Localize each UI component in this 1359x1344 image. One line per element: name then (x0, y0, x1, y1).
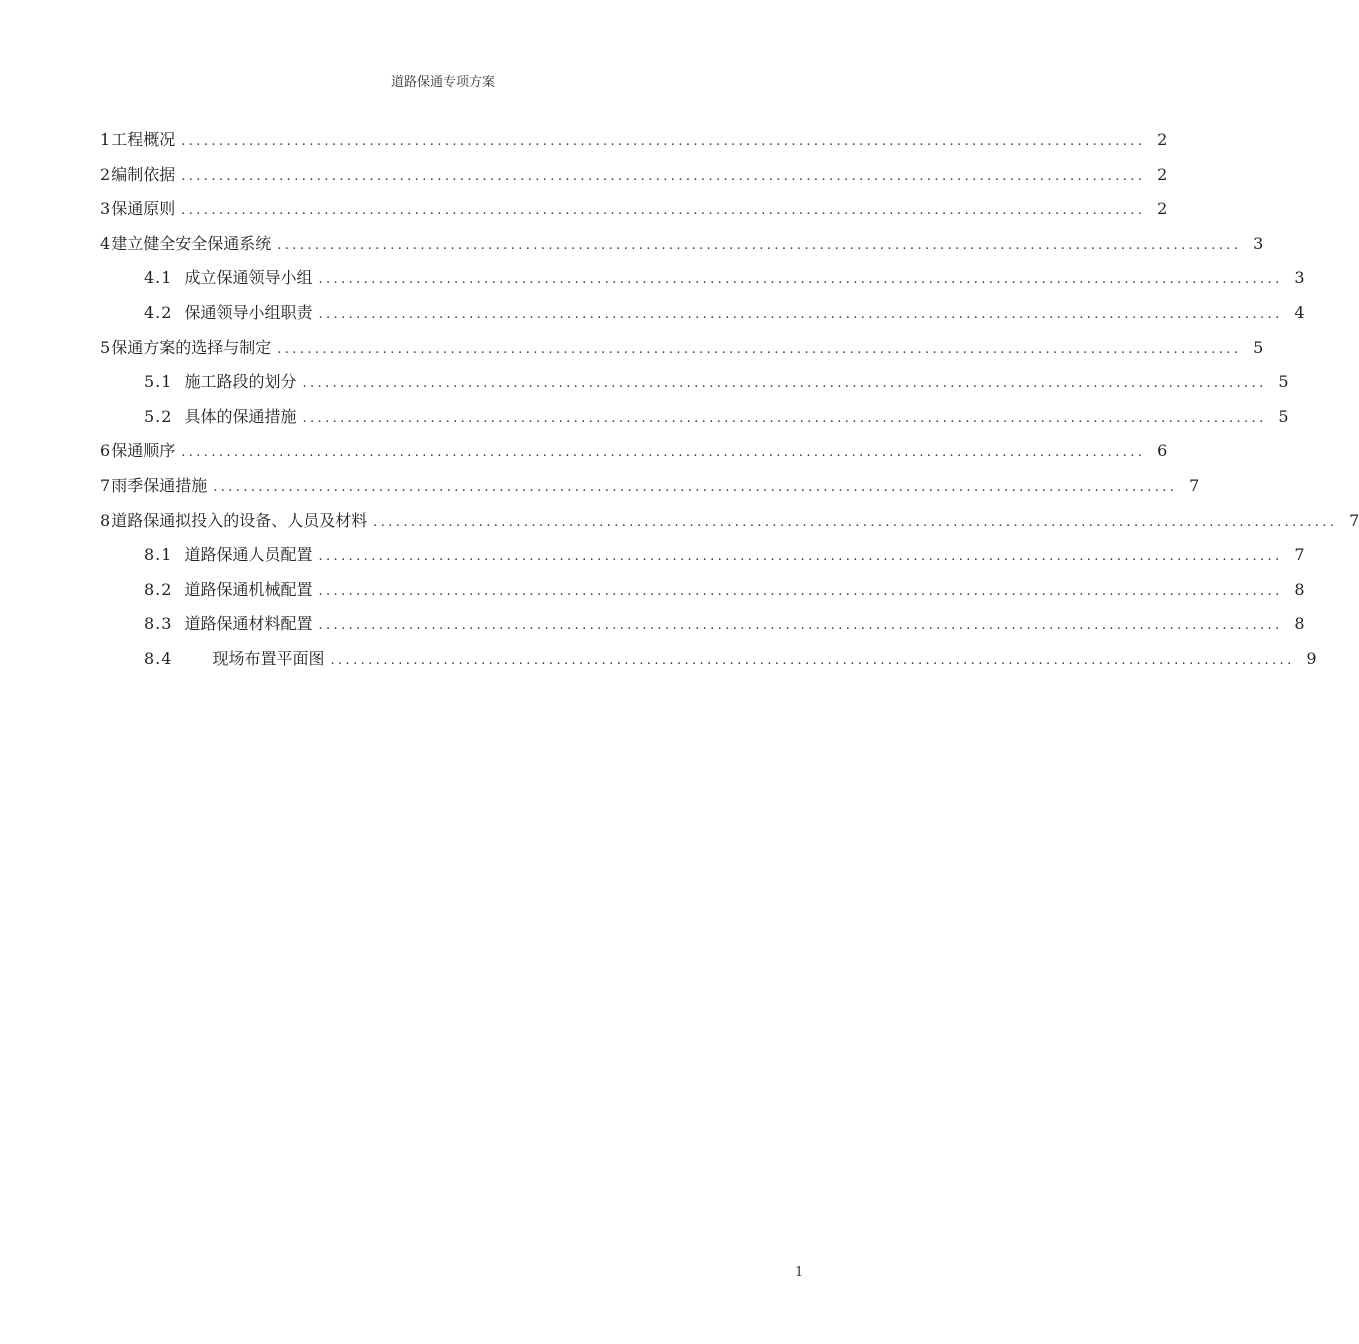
toc-dot-leader: ................................................................................................................................ (213, 479, 1178, 495)
toc-subentry[interactable] (100, 301, 1305, 336)
toc-entry-page: 3 (1294, 268, 1305, 288)
toc-entry-number: 2 (100, 164, 112, 184)
toc-entry-page: 2 (1157, 130, 1168, 149)
toc-entry-title: 编制依据 (111, 164, 176, 184)
toc-entry-title: 施工路段的划分 (184, 372, 297, 392)
toc-dot-leader: ................................................................................................................................ (330, 652, 1295, 668)
toc-dot-leader: ................................................................................................................................ (318, 549, 1283, 565)
toc-dot-leader: ................................................................................................................................ (277, 237, 1242, 253)
toc-entry-title: 具体的保通措施 (184, 406, 297, 426)
toc-entry-number: 5 (100, 337, 112, 357)
toc-dot-leader: ................................................................................................................................ (373, 514, 1338, 530)
toc-dot-leader: ................................................................................................................................ (181, 203, 1146, 219)
toc-entry-number: 3 (100, 199, 112, 219)
toc-entry-page: 3 (1253, 233, 1264, 253)
toc-entry-number: 8 (100, 510, 112, 530)
toc-entry-page: 7 (1349, 510, 1359, 530)
toc-entry[interactable] (100, 128, 1168, 163)
toc-dot-leader: ................................................................................................................................ (302, 376, 1267, 392)
toc-entry[interactable] (100, 163, 1168, 198)
toc-dot-leader: ................................................................................................................................ (181, 445, 1146, 461)
toc-subentry[interactable] (100, 543, 1305, 578)
toc-entry-title: 道路保通机械配置 (184, 579, 313, 599)
toc-entry-title: 保通原则 (111, 199, 176, 219)
toc-entry[interactable] (100, 439, 1168, 474)
toc-entry-page: 5 (1278, 406, 1289, 426)
toc-subentry[interactable] (100, 405, 1289, 440)
toc-entry-title: 道路保通材料配置 (184, 614, 313, 634)
toc-entry-number: 7 (100, 475, 112, 495)
toc-entry-page: 2 (1157, 199, 1168, 219)
toc-entry-title: 道路保通拟投入的设备、人员及材料 (111, 510, 368, 530)
toc-dot-leader: ................................................................................................................................ (302, 410, 1267, 426)
toc-entry-title: 成立保通领导小组 (184, 268, 313, 288)
toc-entry-title: 建立健全安全保通系统 (111, 233, 272, 253)
document-title: 道路保通专项方案 (391, 75, 496, 90)
toc-subentry[interactable] (100, 370, 1289, 405)
toc-entry[interactable] (100, 197, 1168, 232)
toc-entry-title: 保通方案的选择与制定 (111, 337, 272, 357)
toc-entry-number: 6 (100, 441, 112, 461)
toc-entry-number: 4 (100, 233, 112, 253)
toc-entry[interactable] (100, 232, 1264, 267)
toc-entry-title: 道路保通人员配置 (184, 545, 313, 565)
toc-dot-leader: ................................................................................................................................ (318, 618, 1283, 634)
toc-entry-page: 9 (1306, 648, 1317, 668)
toc-entry-page: 7 (1294, 545, 1305, 565)
toc-entry-page: 4 (1294, 302, 1305, 322)
toc-entry-page: 5 (1278, 372, 1289, 392)
toc-subentry[interactable] (100, 647, 1317, 682)
toc-entry-title: 保通领导小组职责 (184, 302, 313, 322)
toc-subentry[interactable] (100, 612, 1305, 647)
toc-entry-title: 保通顺序 (111, 441, 176, 461)
toc-entry-number: 8.4 (144, 648, 173, 668)
toc-subentry[interactable] (100, 578, 1305, 613)
toc-dot-leader: ................................................................................................................................ (181, 134, 1146, 149)
toc-dot-leader: ................................................................................................................................ (318, 306, 1283, 322)
toc-entry-number: 5.2 (144, 406, 173, 426)
page-number: 1 (795, 1265, 804, 1280)
toc-entry-page: 7 (1189, 475, 1200, 495)
toc-entry-page: 2 (1157, 164, 1168, 184)
toc-entry-page: 5 (1253, 337, 1264, 357)
toc-entry-number: 4.2 (144, 302, 173, 322)
toc-entry-title: 雨季保通措施 (111, 475, 208, 495)
toc-dot-leader: ................................................................................................................................ (181, 168, 1146, 184)
toc-dot-leader: ................................................................................................................................ (318, 583, 1283, 599)
toc-entry-page: 8 (1294, 614, 1305, 634)
toc-entry-title: 工程概况 (111, 130, 176, 149)
toc-entry[interactable] (100, 474, 1200, 509)
toc-entry-number: 8.2 (144, 579, 173, 599)
toc-entry[interactable] (100, 509, 1359, 544)
toc-entry-page: 6 (1157, 441, 1168, 461)
toc-dot-leader: ................................................................................................................................ (318, 272, 1283, 288)
toc-entry-title: 现场布置平面图 (212, 648, 325, 668)
toc-entry-number: 4.1 (144, 268, 173, 288)
toc-subentry[interactable] (100, 266, 1305, 301)
toc-entry[interactable] (100, 336, 1264, 371)
toc-entry-number: 5.1 (144, 372, 173, 392)
toc-entry-number: 1 (100, 130, 112, 149)
table-of-contents (100, 128, 1359, 682)
toc-entry-number: 8.3 (144, 614, 173, 634)
toc-entry-page: 8 (1294, 579, 1305, 599)
toc-entry-number: 8.1 (144, 545, 173, 565)
toc-dot-leader: ................................................................................................................................ (277, 341, 1242, 357)
